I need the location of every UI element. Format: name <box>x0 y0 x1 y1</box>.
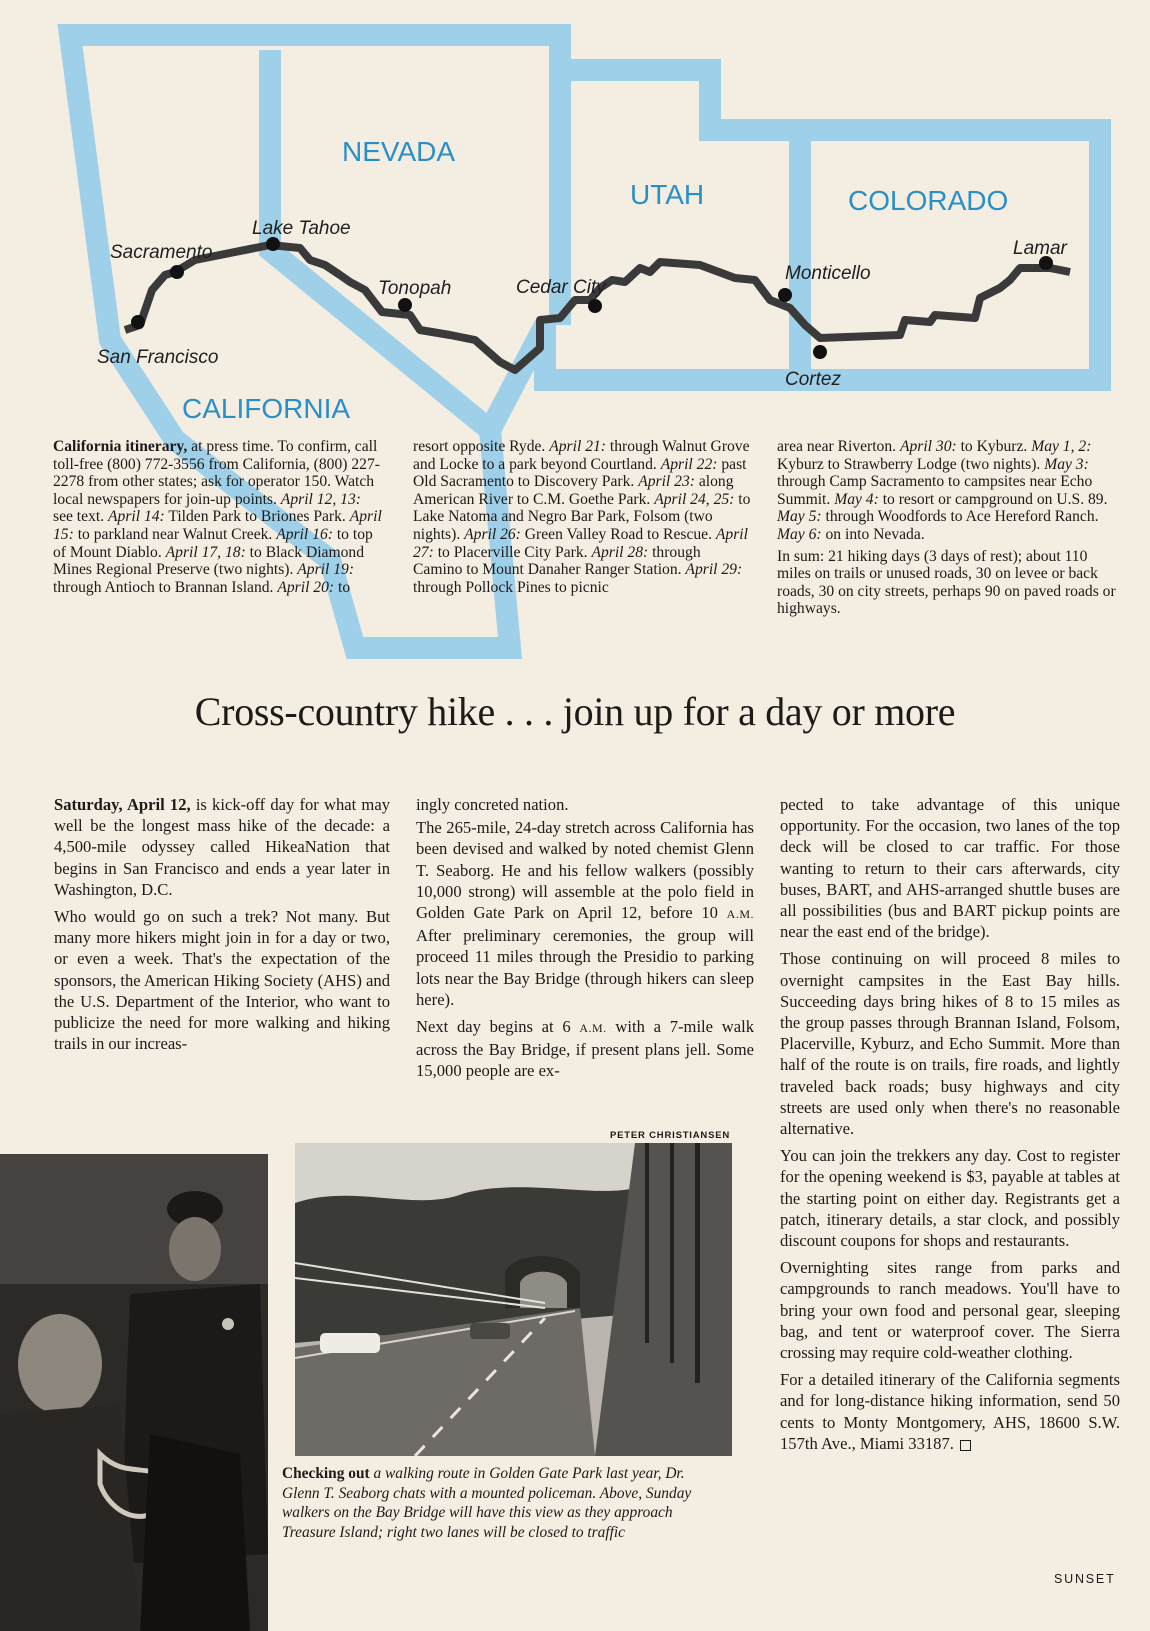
article-paragraph: Those continuing on will proceed 8 miles to overnight campsites in the East Bay hills. Succeeding days bring hikes of 8 to 15 miles as the group passes through Brannan Island, Folsom, Placerville, Kyburz, and Echo Summit. More than half of the route is on trails, fire roads, and lightly traveled back roads; busy highways and city streets are used only when there's no reasonable alternative. <box>780 949 1120 1139</box>
dot-san-francisco <box>131 315 145 329</box>
caption-lead: Checking out <box>282 1465 370 1482</box>
dot-sacramento <box>170 265 184 279</box>
label-monticello: Monticello <box>785 263 871 284</box>
label-nevada: NEVADA <box>342 136 456 167</box>
article-paragraph: You can join the trekkers any day. Cost to register for the opening weekend is $3, payable at tables at the starting point on either day. Registrants get a patch, itinerary details, a star clock, and possibly discount coupons for shops and restaurants. <box>780 1146 1120 1251</box>
dot-tonopah <box>398 298 412 312</box>
end-mark <box>960 1440 971 1451</box>
itinerary-col-1: California itinerary, at press time. To confirm, call toll-free (800) 772-3556 from California, (800) 227-2278 from other states; ask for operator 150. Watch local newspapers for join-up points. April 12, 13: see text. April 14: Tilden Park to Briones Park. April 15: to parkland near Walnut Creek. April 16: to top of Mount Diablo. April 17, 18: to Black Diamond Mines Regional Preserve (two nights). April 19: through Antioch to Brannan Island. April 20: to <box>53 438 382 596</box>
article-lead: Saturday, April 12, <box>54 795 191 814</box>
label-tonopah: Tonopah <box>378 278 452 299</box>
itinerary-lead: California itinerary, <box>53 438 188 455</box>
article-paragraph: Who would go on such a trek? Not many. But many more hikers might join in for a day or two, or even a week. That's the expectation of the sponsors, the American Hiking Society (AHS) and the U.S. Department of the Interior, who want to publicize the need for more walking and hiking trails in our increas- <box>54 907 390 1054</box>
photo-seaborg-policeman <box>0 1154 268 1631</box>
headline: Cross-country hike . . . join up for a day or more <box>194 689 956 734</box>
magazine-name: SUNSET <box>1054 1572 1116 1586</box>
article-paragraph: ingly concreted nation. <box>416 795 569 814</box>
article-paragraph: Overnighting sites range from parks and campgrounds to ranch meadows. You'll have to bring your own food and personal gear, sleeping bag, and tent or waterproof cover. The Sierra crossing may require cold-weather clothing. <box>780 1258 1120 1363</box>
dot-monticello <box>778 288 792 302</box>
label-lake-tahoe: Lake Tahoe <box>252 218 351 239</box>
article-col-3: pected to take advantage of this unique opportunity. For the occasion, two lanes of the top deck will be closed to car traffic. For those wanting to return to their cars afterwards, city buses, BART, and AHS-arranged shuttle buses are all possibilities (bus and BART pickup points are near the east end of the bridge). Those continuing on will proceed 8 miles to overnight campsites in the East Bay hills. Succeeding days bring hikes of 8 to 15 miles as the group passes through Brannan Island, Folsom, Placerville, Kyburz, and Echo Summit. More than half of the route is on trails, fire roads, and lightly traveled back roads; busy highways and city streets are used only when there's no reasonable alternative. You can join the trekkers any day. Cost to register for the opening weekend is $3, payable at tables at the starting point on either day. Registrants get a patch, itinerary details, a star clock, and possibly discount coupons for shops and restaurants. Overnighting sites range from parks and campgrounds to ranch meadows. You'll have to bring your own food and personal gear, sleeping bag, and tent or waterproof cover. The Sierra crossing may require cold-weather clothing. For a detailed itinerary of the California segments and for long-distance hiking information, send 50 cents to Monty Montgomery, AHS, 18600 S.W. 157th Ave., Miami 33187. <box>780 795 1120 1453</box>
label-cedar-city: Cedar City <box>516 277 606 298</box>
dot-cedar-city <box>588 299 602 313</box>
itinerary-summary: In sum: 21 hiking days (3 days of rest); about 110 miles on trails or unused roads, 30 on levee or back roads, 30 on city streets, perhaps 90 on paved roads or highways. <box>777 547 1116 618</box>
dot-cortez <box>813 345 827 359</box>
photo-credit: PETER CHRISTIANSEN <box>610 1130 730 1141</box>
itinerary-col-3: area near Riverton. April 30: to Kyburz. May 1, 2: Kyburz to Strawberry Lodge (two nights). May 3: through Camp Sacramento to campsites near Echo Summit. May 4: to resort or campground on U.S. 89. May 5: through Woodfords to Ace Hereford Ranch. May 6: on into Nevada. In sum: 21 hiking days (3 days of rest); about 110 miles on trails or unused roads, 30 on levee or back roads, 30 on city streets, perhaps 90 on paved roads or highways. <box>777 438 1116 618</box>
label-lamar: Lamar <box>1013 238 1067 259</box>
article-col-2: ingly concreted nation. The 265-mile, 24-day stretch across California has been devised and walked by noted chemist Glenn T. Seaborg. He and his fellow walkers (possibly 10,000 strong) will assemble at the polo field in Golden Gate Park on April 12, before 10 A.M. After preliminary ceremonies, the group will proceed 11 miles through the Presidio to parking lots near the Bay Bridge (through hikers can sleep here). Next day begins at 6 A.M. with a 7-mile walk across the Bay Bridge, if present plans jell. Some 15,000 people are ex- <box>416 795 754 1081</box>
label-california: CALIFORNIA <box>182 393 351 424</box>
label-utah: UTAH <box>630 179 705 210</box>
label-colorado: COLORADO <box>848 185 1009 216</box>
label-san-francisco: San Francisco <box>97 347 219 368</box>
label-sacramento: Sacramento <box>110 242 213 263</box>
label-cortez: Cortez <box>785 369 841 390</box>
itinerary-col-2: resort opposite Ryde. April 21: through Walnut Grove and Locke to a park beyond Courtland. April 22: past Old Sacramento to Discovery Park. April 23: along American River to C.M. Goethe Park. April 24, 25: to Lake Natoma and Negro Bar Park, Folsom (two nights). April 26: Green Valley Road to Rescue. April 27: to Placerville City Park. April 28: through Camino to Mount Danaher Ranger Station. April 29: through Pollock Pines to picnic <box>413 438 751 596</box>
photo-caption: Checking out a walking route in Golden Gate Park last year, Dr. Glenn T. Seaborg chats with a mounted policeman. Above, Sunday walkers on the Bay Bridge will have this view as they approach Treasure Island; right two lanes will be closed to traffic <box>282 1465 692 1541</box>
article-paragraph: pected to take advantage of this unique opportunity. For the occasion, two lanes of the top deck will be closed to car traffic. For those wanting to return to their cars afterwards, city buses, BART, and AHS-arranged shuttle buses are all possibilities (bus and BART pickup points are near the east end of the bridge). <box>780 795 1120 942</box>
dot-lake-tahoe <box>266 237 280 251</box>
photo-bay-bridge <box>295 1143 732 1456</box>
ca-nv-border <box>270 50 490 430</box>
article-col-1: Saturday, April 12, is kick-off day for what may well be the longest mass hike of the decade: a 4,500-mile odyssey called HikeaNation that begins in San Francisco and ends a year later in Washington, D.C. Who would go on such a trek? Not many. But many more hikers might join in for a day or two, or even a week. That's the expectation of the sponsors, the American Hiking Society (AHS) and the U.S. Department of the Interior, who want to publicize the need for more walking and hiking trails in our increas- <box>54 795 390 1054</box>
